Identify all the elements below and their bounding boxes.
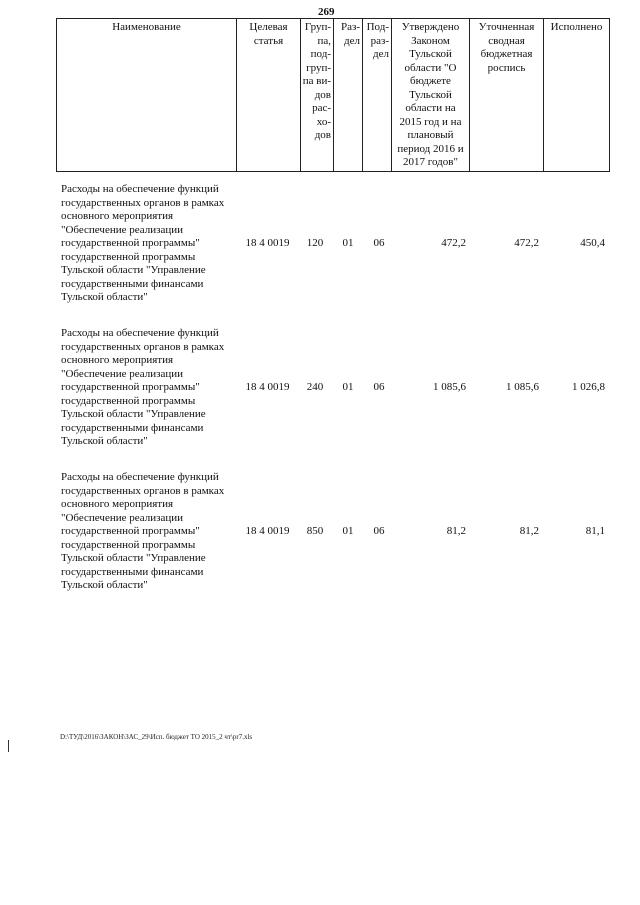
row-executed: 450,4 bbox=[580, 237, 605, 249]
header-razdel: Раз- дел bbox=[334, 19, 363, 172]
header-group: Груп- па, под- груп- па ви- дов рас- хо- дов bbox=[301, 19, 334, 172]
row-podrazdel: 06 bbox=[373, 381, 385, 393]
row-group: 850 bbox=[306, 525, 324, 537]
row-name: Расходы на обеспечение функций государственных органов в рамках основного мероприятия "Обеспечение реализации государственной программы" государственной программы Тульской области "Управление государственными финансами Тульской области" bbox=[61, 471, 225, 591]
row-approved: 472,2 bbox=[441, 237, 466, 249]
margin-mark bbox=[8, 740, 9, 752]
file-path-footer: D:\ТУД\2016\ЗАКОН\ЗАС_29\Исп. бюджет ТО 2015_2 чт\pr7.xls bbox=[60, 733, 253, 741]
row-razdel: 01 bbox=[342, 381, 354, 393]
row-refined: 472,2 bbox=[514, 237, 539, 249]
row-group: 120 bbox=[306, 237, 324, 249]
header-refined: Уточненная сводная бюджетная роспись bbox=[470, 19, 544, 172]
row-approved: 1 085,6 bbox=[433, 381, 466, 393]
row-refined: 81,2 bbox=[519, 525, 539, 537]
header-name: Наименование bbox=[57, 19, 237, 172]
row-target: 18 4 0019 bbox=[245, 381, 290, 393]
row-approved: 81,2 bbox=[446, 525, 466, 537]
row-executed: 81,1 bbox=[585, 525, 605, 537]
header-executed: Исполнено bbox=[544, 19, 610, 172]
row-podrazdel: 06 bbox=[373, 237, 385, 249]
header-approved: Утверждено Законом Тульской области "О бюджете Тульской области на 2015 год и на плановый период 2016 и 2017 годов" bbox=[392, 19, 470, 172]
row-group: 240 bbox=[306, 381, 324, 393]
row-name: Расходы на обеспечение функций государственных органов в рамках основного мероприятия "Обеспечение реализации государственной программы" государственной программы Тульской области "Управление государственными финансами Тульской области" bbox=[61, 327, 225, 447]
row-podrazdel: 06 bbox=[373, 525, 385, 537]
row-razdel: 01 bbox=[342, 525, 354, 537]
row-razdel: 01 bbox=[342, 237, 354, 249]
table-header bbox=[56, 18, 610, 172]
row-target: 18 4 0019 bbox=[245, 237, 290, 249]
header-podrazdel: Под- раз- дел bbox=[363, 19, 392, 172]
page-number: 269 bbox=[318, 6, 335, 18]
row-name: Расходы на обеспечение функций государственных органов в рамках основного мероприятия "Обеспечение реализации государственной программы" государственной программы Тульской области "Управление государственными финансами Тульской области" bbox=[61, 183, 225, 303]
row-target: 18 4 0019 bbox=[245, 525, 290, 537]
row-refined: 1 085,6 bbox=[506, 381, 539, 393]
row-executed: 1 026,8 bbox=[572, 381, 605, 393]
header-target: Целевая статья bbox=[237, 19, 301, 172]
